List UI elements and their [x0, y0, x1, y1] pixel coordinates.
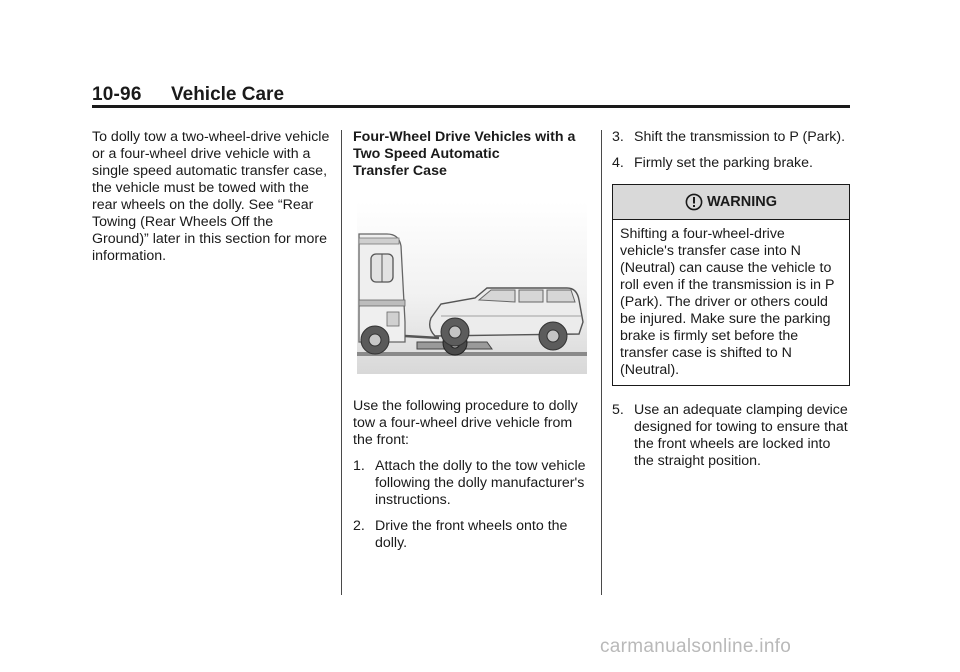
- step-item: [612, 129, 852, 146]
- step-item: [612, 155, 852, 172]
- section-title: Vehicle Care: [171, 84, 285, 105]
- warning-icon: [685, 193, 703, 211]
- tow-illustration-svg: [357, 202, 587, 374]
- column-1: [92, 129, 332, 274]
- step-text: Firmly set the parking brake.: [634, 155, 813, 171]
- step-number: 3.: [612, 129, 624, 145]
- step-number: 2.: [353, 518, 365, 534]
- dolly-tow-illustration: [357, 202, 587, 374]
- tow-vehicle-rv: [359, 234, 405, 354]
- subheading-line: Transfer Case: [353, 163, 447, 179]
- step-text: Attach the dolly to the tow vehicle following the dolly manufacturer's instructions.: [375, 458, 586, 508]
- step-number: 5.: [612, 402, 624, 418]
- warning-title: WARNING: [706, 193, 778, 210]
- step-number: 4.: [612, 155, 624, 171]
- warning-header: [613, 185, 849, 220]
- header-rule: [92, 105, 850, 108]
- warning-box: [612, 184, 850, 386]
- watermark: carmanualsonline.info: [600, 636, 792, 657]
- column-2: [353, 129, 589, 561]
- warning-body: Shifting a four-wheel-drive vehicle's transfer case into N (Neutral) can cause the vehicle to roll even if the transmission is in P (Park). The driver or others could be injured. Make sure the parking brake is firmly set before the transfer case is shifted to N (Neutral).: [620, 226, 835, 378]
- subheading-line: Four-Wheel Drive Vehicles with a: [353, 129, 576, 145]
- column-divider-2: [601, 130, 602, 595]
- column-divider-1: [341, 130, 342, 595]
- procedure-intro: Use the following procedure to dolly tow a four-wheel drive vehicle from the front:: [353, 398, 578, 448]
- column-3: [612, 129, 852, 479]
- step-number: 1.: [353, 458, 365, 474]
- step-text: Drive the front wheels onto the dolly.: [375, 518, 568, 551]
- subheading: [353, 129, 589, 180]
- step-item: [612, 402, 852, 470]
- step-item: [353, 518, 589, 552]
- step-text: Shift the transmission to P (Park).: [634, 129, 846, 145]
- page-number: 10-96: [92, 84, 142, 105]
- step-item: [353, 458, 589, 509]
- step-text: Use an adequate clamping device designed for towing to ensure that the front wheels are locked into the straight position.: [634, 402, 848, 469]
- subheading-line: Two Speed Automatic: [353, 146, 500, 162]
- dolly-tow-paragraph: To dolly tow a two-wheel-drive vehicle or a four-wheel drive vehicle with a single speed automatic transfer case, the vehicle must be towed with the rear wheels on the dolly. See “Rear Towing (Rear Wheels Off the Ground)” later in this section for more information.: [92, 129, 330, 264]
